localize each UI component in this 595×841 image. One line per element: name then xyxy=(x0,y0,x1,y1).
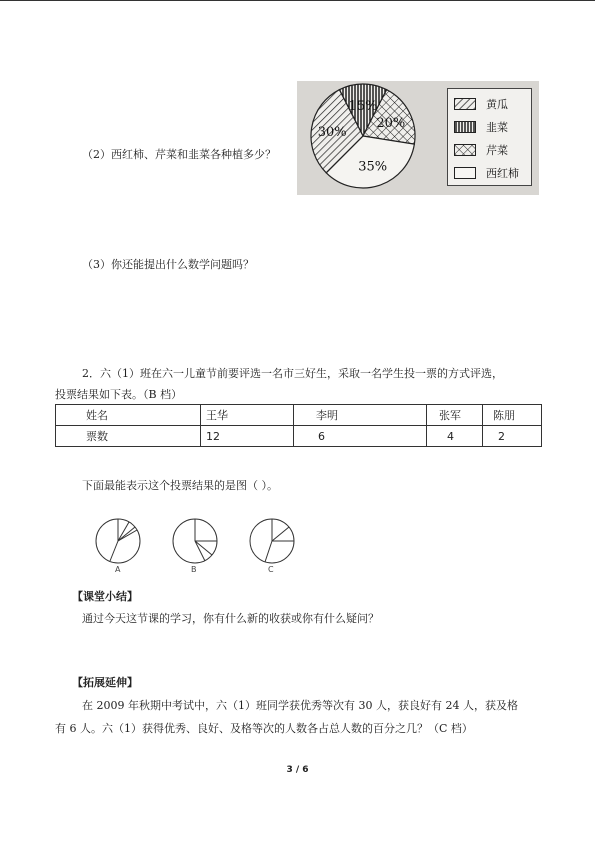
problem-2-text-line-1: 2．六（1）班在六一儿童节前要评选一名市三好生，采取一名学生投一票的方式评选， xyxy=(82,367,503,380)
option-b-divider xyxy=(195,541,205,561)
pie-chart-graphic xyxy=(297,81,447,195)
pie-slice-label: 15% xyxy=(348,98,378,114)
problem-2-text-line-2: 投票结果如下表。（B 档） xyxy=(55,388,183,401)
question-2-part-2: （2）西红柿、芹菜和韭菜各种植多少？ xyxy=(82,148,276,161)
table-cell-name: 李明 xyxy=(294,405,427,426)
pie-chart-figure xyxy=(297,81,539,195)
table-cell-votes: 12 xyxy=(201,426,294,447)
legend-label-celery: 芹菜 xyxy=(486,144,508,157)
table-header-name: 姓名 xyxy=(56,405,201,426)
summary-text: 通过今天这节课的学习，你有什么新的收获或你有什么疑问？ xyxy=(82,612,379,625)
table-cell-name: 张军 xyxy=(427,405,483,426)
table-cell-votes: 4 xyxy=(427,426,483,447)
option-b-divider xyxy=(195,541,212,555)
legend xyxy=(447,88,532,186)
table-cell-votes: 2 xyxy=(483,426,542,447)
legend-label-cucumber: 黄瓜 xyxy=(486,98,508,111)
table-cell-name: 陈朋 xyxy=(483,405,542,426)
legend-label-tomato: 西红柿 xyxy=(486,167,519,180)
option-a-divider xyxy=(110,541,118,561)
extension-text-line-1: 在 2009 年秋期中考试中，六（1）班同学获优秀等次有 30 人，获良好有 24 人，获及格 xyxy=(82,699,518,712)
vertical-hatch-swatch-icon xyxy=(454,121,476,133)
question-best-chart: 下面最能表示这个投票结果的是图（ ）。 xyxy=(82,479,278,492)
table-row-names xyxy=(56,405,542,426)
legend-item-celery xyxy=(454,141,508,159)
answer-option-charts xyxy=(90,510,320,590)
option-c-label: C xyxy=(268,565,274,574)
summary-heading: 【课堂小结】 xyxy=(72,590,138,603)
blank-swatch-icon xyxy=(454,167,476,179)
pie-slice-label: 30% xyxy=(317,125,347,141)
vote-table xyxy=(55,404,542,447)
option-c-divider xyxy=(265,541,272,562)
table-row-votes xyxy=(56,426,542,447)
table-cell-votes: 6 xyxy=(294,426,427,447)
pie-slice-label: 35% xyxy=(358,159,388,175)
legend-item-tomato xyxy=(454,164,519,182)
legend-item-chives xyxy=(454,118,508,136)
page-number: 3 / 6 xyxy=(286,765,309,775)
option-b-label: B xyxy=(191,565,197,574)
cross-hatch-swatch-icon xyxy=(454,144,476,156)
header-rule xyxy=(0,0,595,1)
extension-heading: 【拓展延伸】 xyxy=(72,676,138,689)
option-a-divider xyxy=(118,527,135,541)
legend-item-cucumber xyxy=(454,95,508,113)
diagonal-hatch-swatch-icon xyxy=(454,98,476,110)
option-a-label: A xyxy=(115,565,121,574)
legend-label-chives: 韭菜 xyxy=(486,121,508,134)
table-cell-name: 王华 xyxy=(201,405,294,426)
table-header-votes: 票数 xyxy=(56,426,201,447)
pie-slice-label: 20% xyxy=(376,115,406,131)
option-c-divider xyxy=(272,527,289,541)
extension-text-line-2: 有 6 人。六（1）获得优秀、良好、及格等次的人数各占总人数的百分之几？（C 档） xyxy=(55,722,473,735)
question-2-part-3: （3）你还能提出什么数学问题吗？ xyxy=(82,258,254,271)
